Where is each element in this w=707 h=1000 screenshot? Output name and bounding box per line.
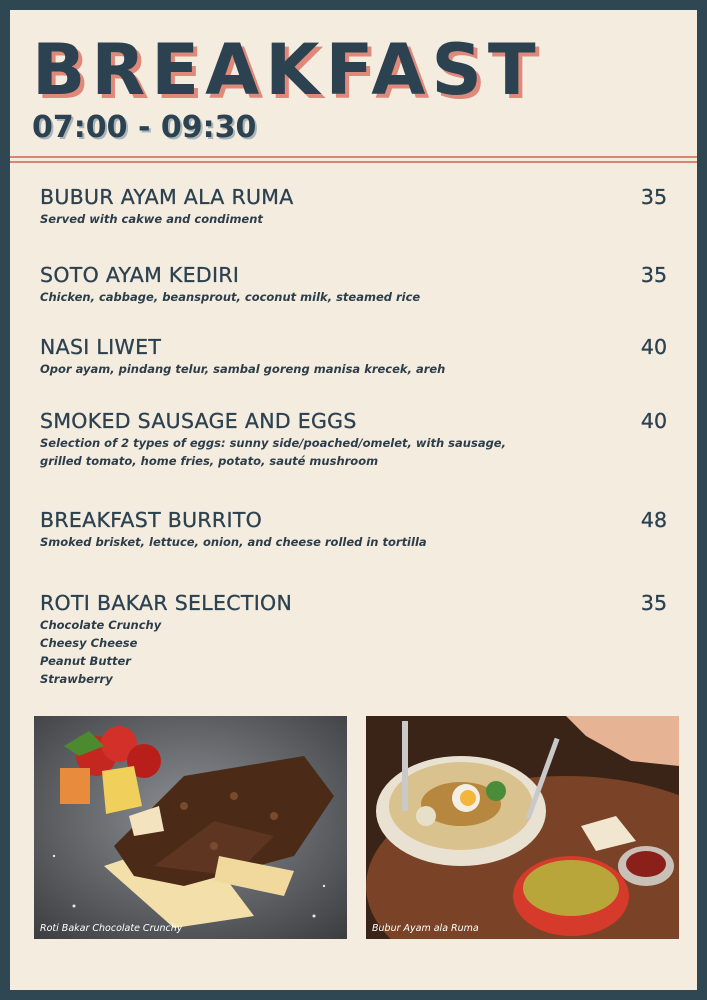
menu-item-name: BREAKFAST BURRITO [40,508,263,532]
menu-item-price: 35 [640,591,667,615]
service-hours: 07:00 - 09:30 [32,110,257,145]
menu-item-name: BUBUR AYAM ALA RUMA [40,185,294,209]
photo-bubur-ayam [366,716,679,939]
menu-item-price: 35 [640,185,667,209]
menu-item [40,334,670,378]
divider-line-bottom [10,161,697,163]
menu-item-description: Chicken, cabbage, beansprout, coconut milk, steamed rice [40,290,421,304]
page-title: BREAKFAST [32,29,542,111]
menu-item-price: 40 [640,335,667,359]
menu-item-name: SOTO AYAM KEDIRI [40,263,240,287]
menu-item-price: 48 [640,508,667,532]
menu-item-description: Opor ayam, pindang telur, sambal goreng manisa krecek, areh [40,362,446,376]
photo-roti-bakar [34,716,347,939]
menu-item-option: Strawberry [40,672,113,686]
menu-item-option: Chocolate Crunchy [40,618,162,632]
menu-item-description: Served with cakwe and condiment [40,212,263,226]
bubur-ayam-illustration [366,716,679,939]
menu-item [40,590,670,688]
menu-item-description: Smoked brisket, lettuce, onion, and cheese rolled in tortilla [40,535,427,549]
menu-item-name: SMOKED SAUSAGE AND EGGS [40,409,357,433]
menu-item-price: 35 [640,263,667,287]
menu-item-name: NASI LIWET [40,335,162,359]
divider-line-top [10,156,697,158]
menu-item [40,408,670,470]
menu-item [40,184,670,228]
menu-item-option: Cheesy Cheese [40,636,138,650]
menu-item [40,262,670,306]
roti-bakar-illustration [34,716,347,939]
photo-caption: Roti Bakar Chocolate Crunchy [40,923,183,934]
menu-item-description: Selection of 2 types of eggs: sunny side/poached/omelet, with sausage, [40,436,506,450]
photo-caption: Bubur Ayam ala Ruma [372,923,479,934]
menu-item-option: Peanut Butter [40,654,131,668]
menu-item [40,507,670,551]
menu-item-description: grilled tomato, home fries, potato, sauté mushroom [40,454,379,468]
menu-item-price: 40 [640,409,667,433]
menu-page [10,10,697,990]
menu-item-name: ROTI BAKAR SELECTION [40,591,293,615]
